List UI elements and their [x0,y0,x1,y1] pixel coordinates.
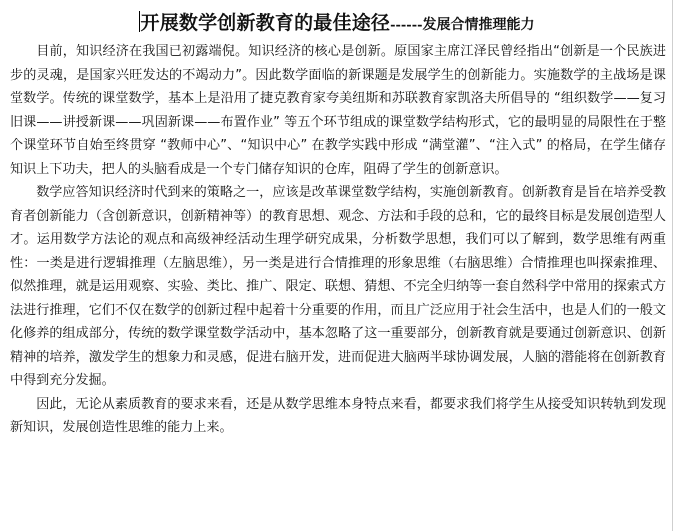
document-body [10,40,666,440]
paragraph-2: 数学应答知识经济时代到来的策略之一，应该是改革课堂数学结构，实施创新教育。创新教育是旨在培养受教育者创新能力（含创新意识，创新精神等）的教育思想、观念、方法和手段的总和，它的最终目标是发展创造型人才。运用数学方法论的观点和高级神经活动生理学研究成果，分析数学思想，我们可以了解到，数学思维有两重性：一类是进行逻辑推理（左脑思维），另一类是进行合情推理的形象思维（右脑思维）合情推理也叫探索推理、似然推理，就是运用观察、实验、类比、推广、限定、联想、猜想、不完全归纳等一套自然科学中常用的探索式方法进行推理，它们不仅在数学的创新过程中起着十分重要的作用，而且广泛应用于社会生活中，也是人们的一般文化修养的组成部分，传统的数学课堂数学活动中，基本忽略了这一重要部分，创新教育就是要通过创新意识、创新精神的培养，激发学生的想象力和灵感，促进右脑开发，进而促进大脑两半球协调发展，人脑的潜能将在创新教育中得到充分发掘。 [10,185,666,388]
title-main: 开展数学创新教育的最佳途径 [140,12,391,34]
title-separator: ------ [390,18,423,33]
paragraph-3: 因此，无论从素质教育的要求来看，还是从数学思维本身特点来看，都要求我们将学生从接受知识转轨到发现新知识，发展创造性思维的能力上来。 [10,396,666,435]
paragraph-1: 目前，知识经济在我国已初露端倪。知识经济的核心是创新。原国家主席江泽民曾经指出“创新是一个民族进步的灵魂，是国家兴旺发达的不竭动力”。因此数学面临的新课题是发展学生的创新能力。实施数学的主战场是课堂数学。传统的课堂数学，基本上是沿用了捷克教育家夸美纽斯和苏联教育家凯洛夫所倡导的 “组织数学——复习旧课——讲授新课——巩固新课——布置作业” 等五个环节组成的课堂数学结构形式，它的最明显的局限性在于整个课堂环节自始至终贯穿 “教师中心”、“知识中心” 在教学实践中形成 “满堂灌”、“注入式” 的格局，在学生储存知识上下功夫，把人的头脑看成是一个专门储存知识的仓库，阻碍了学生的创新意识。 [10,44,666,177]
document-title [0,8,673,35]
text-cursor [139,11,140,32]
title-subtitle: 发展合情推理能力 [422,17,535,33]
